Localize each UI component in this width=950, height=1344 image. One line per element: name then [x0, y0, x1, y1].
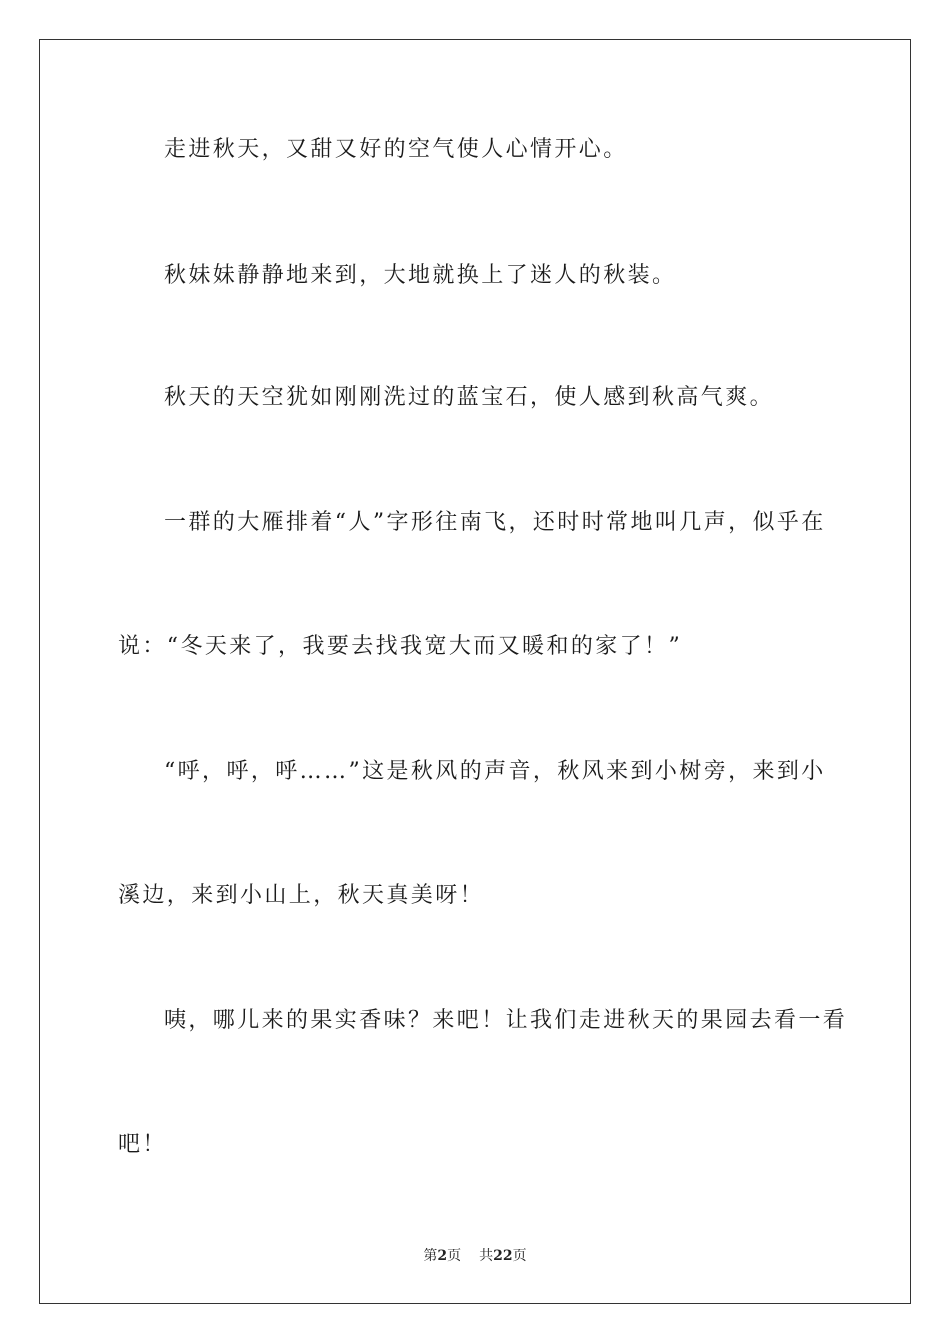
page-footer: [0, 1247, 950, 1265]
paragraph-line-1: 走进秋天，又甜又好的空气使人心情开心。: [164, 137, 628, 162]
paragraph-line-7: 溪边，来到小山上，秋天真美呀！: [118, 883, 485, 908]
total-prefix: 共: [479, 1248, 494, 1264]
page-number: 2: [437, 1248, 448, 1264]
page-suffix: 页: [447, 1248, 462, 1264]
paragraph-line-2: 秋妹妹静静地来到，大地就换上了迷人的秋装。: [164, 263, 677, 288]
total-pages: 22: [493, 1248, 513, 1264]
paragraph-line-9: 吧！: [118, 1132, 167, 1157]
paragraph-line-3: 秋天的天空犹如刚刚洗过的蓝宝石，使人感到秋高气爽。: [164, 385, 775, 410]
page-border: [39, 39, 911, 1304]
paragraph-line-6: “呼，呼，呼……”这是秋风的声音，秋风来到小树旁，来到小: [164, 759, 826, 784]
paragraph-line-5: 说：“冬天来了，我要去找我宽大而又暖和的家了！”: [118, 634, 683, 659]
paragraph-line-4: 一群的大雁排着“人”字形往南飞，还时时常地叫几声，似乎在: [164, 510, 826, 535]
total-suffix: 页: [512, 1248, 527, 1264]
page-prefix: 第: [423, 1248, 438, 1264]
paragraph-line-8: 咦，哪儿来的果实香味？来吧！让我们走进秋天的果园去看一看: [164, 1008, 848, 1033]
